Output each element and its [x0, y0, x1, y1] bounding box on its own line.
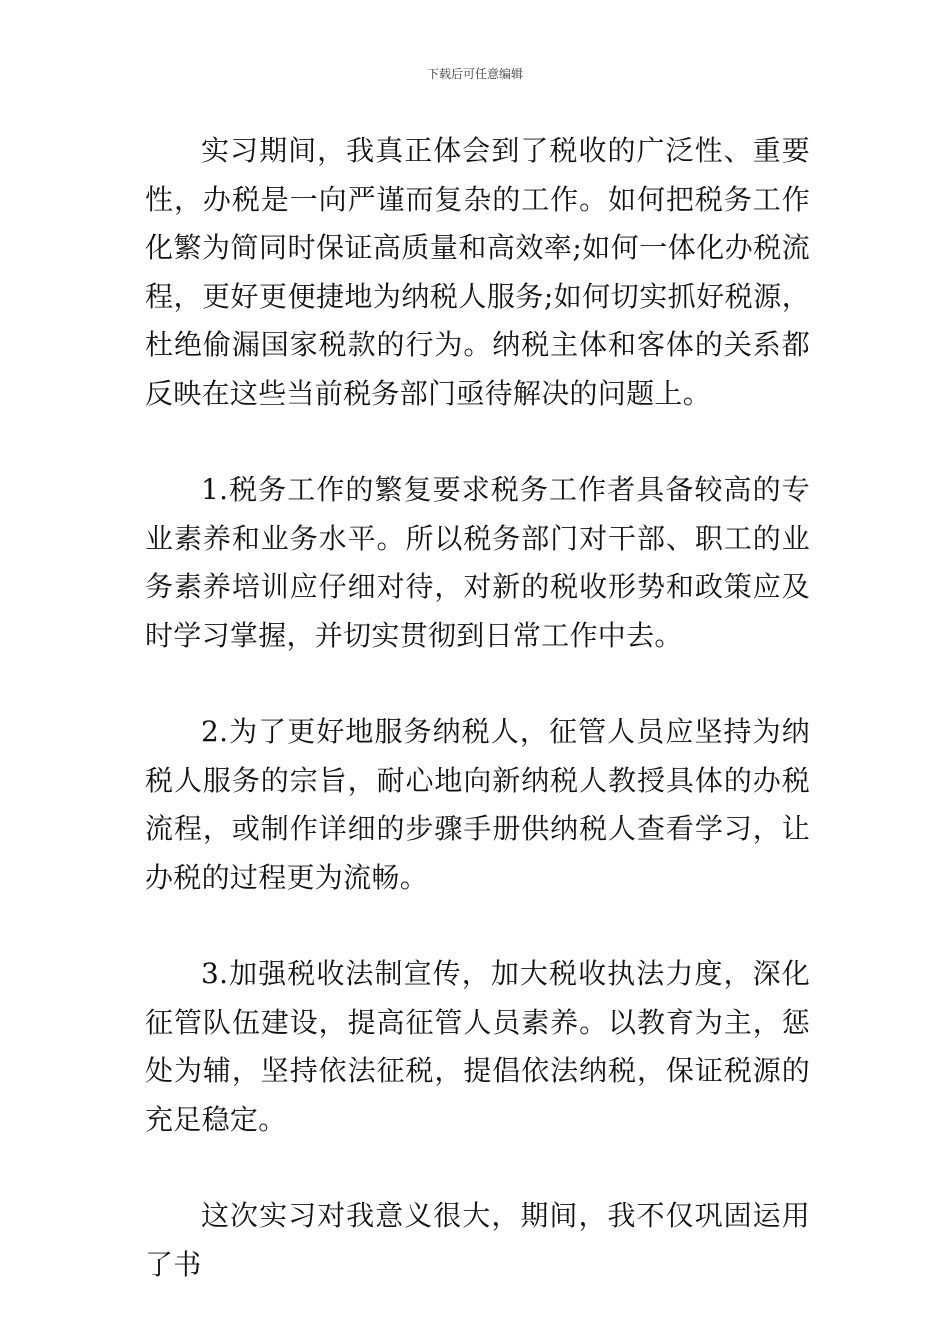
page-header: 下载后可任意编辑 — [426, 67, 523, 81]
paragraph-gap — [145, 1144, 810, 1192]
paragraph-1: 实习期间，我真正体会到了税收的广泛性、重要性，办税是一向严谨而复杂的工作。如何把税务工作化繁为简同时保证高质量和高效率;如何一体化办税流程，更好更便捷地为纳税人服务;如何切实抓好税源，杜绝偷漏国家税款的行为。纳税主体和客体的关系都反映在这些当前税务部门亟待解决的问题上。 — [145, 134, 810, 410]
paragraph-gap — [145, 902, 810, 950]
paragraph-gap — [145, 418, 810, 466]
paragraph-3: 2.为了更好地服务纳税人，征管人员应坚持为纳税人服务的宗旨，耐心地向新纳税人教授具体的办税流程，或制作详细的步骤手册供纳税人查看学习，让办税的过程更为流畅。 — [145, 715, 810, 894]
paragraph-5: 这次实习对我意义很大，期间，我不仅巩固运用了书 — [145, 1199, 810, 1281]
document-body — [145, 127, 810, 1289]
paragraph-4: 3.加强税收法制宣传，加大税收执法力度，深化征管队伍建设，提高征管人员素养。以教育为主，惩处为辅，坚持依法征税，提倡依法纳税，保证税源的充足稳定。 — [145, 957, 810, 1136]
paragraph-gap — [145, 660, 810, 708]
paragraph-2: 1.税务工作的繁复要求税务工作者具备较高的专业素养和业务水平。所以税务部门对干部、职工的业务素养培训应仔细对待，对新的税收形势和政策应及时学习掌握，并切实贯彻到日常工作中去。 — [145, 473, 810, 652]
